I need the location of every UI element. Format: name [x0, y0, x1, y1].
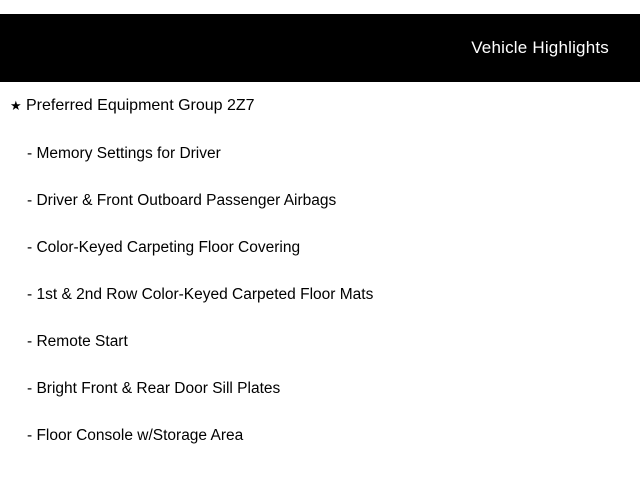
header-bar: [0, 14, 640, 82]
highlights-content: [0, 82, 640, 445]
equipment-group-row: [0, 82, 640, 116]
list-item: - Color-Keyed Carpeting Floor Covering: [27, 239, 301, 256]
star-icon: ★: [10, 98, 22, 113]
list-item: - Bright Front & Rear Door Sill Plates: [27, 380, 281, 397]
page-title: Vehicle Highlights: [471, 38, 609, 57]
list-item: - Remote Start: [27, 333, 128, 350]
list-item: - 1st & 2nd Row Color-Keyed Carpeted Floor Mats: [27, 286, 374, 303]
equipment-group-label: Preferred Equipment Group 2Z7: [26, 97, 255, 114]
list-item: - Floor Console w/Storage Area: [27, 427, 244, 444]
list-item: - Driver & Front Outboard Passenger Airbags: [27, 192, 337, 209]
list-item: - Memory Settings for Driver: [27, 145, 221, 162]
